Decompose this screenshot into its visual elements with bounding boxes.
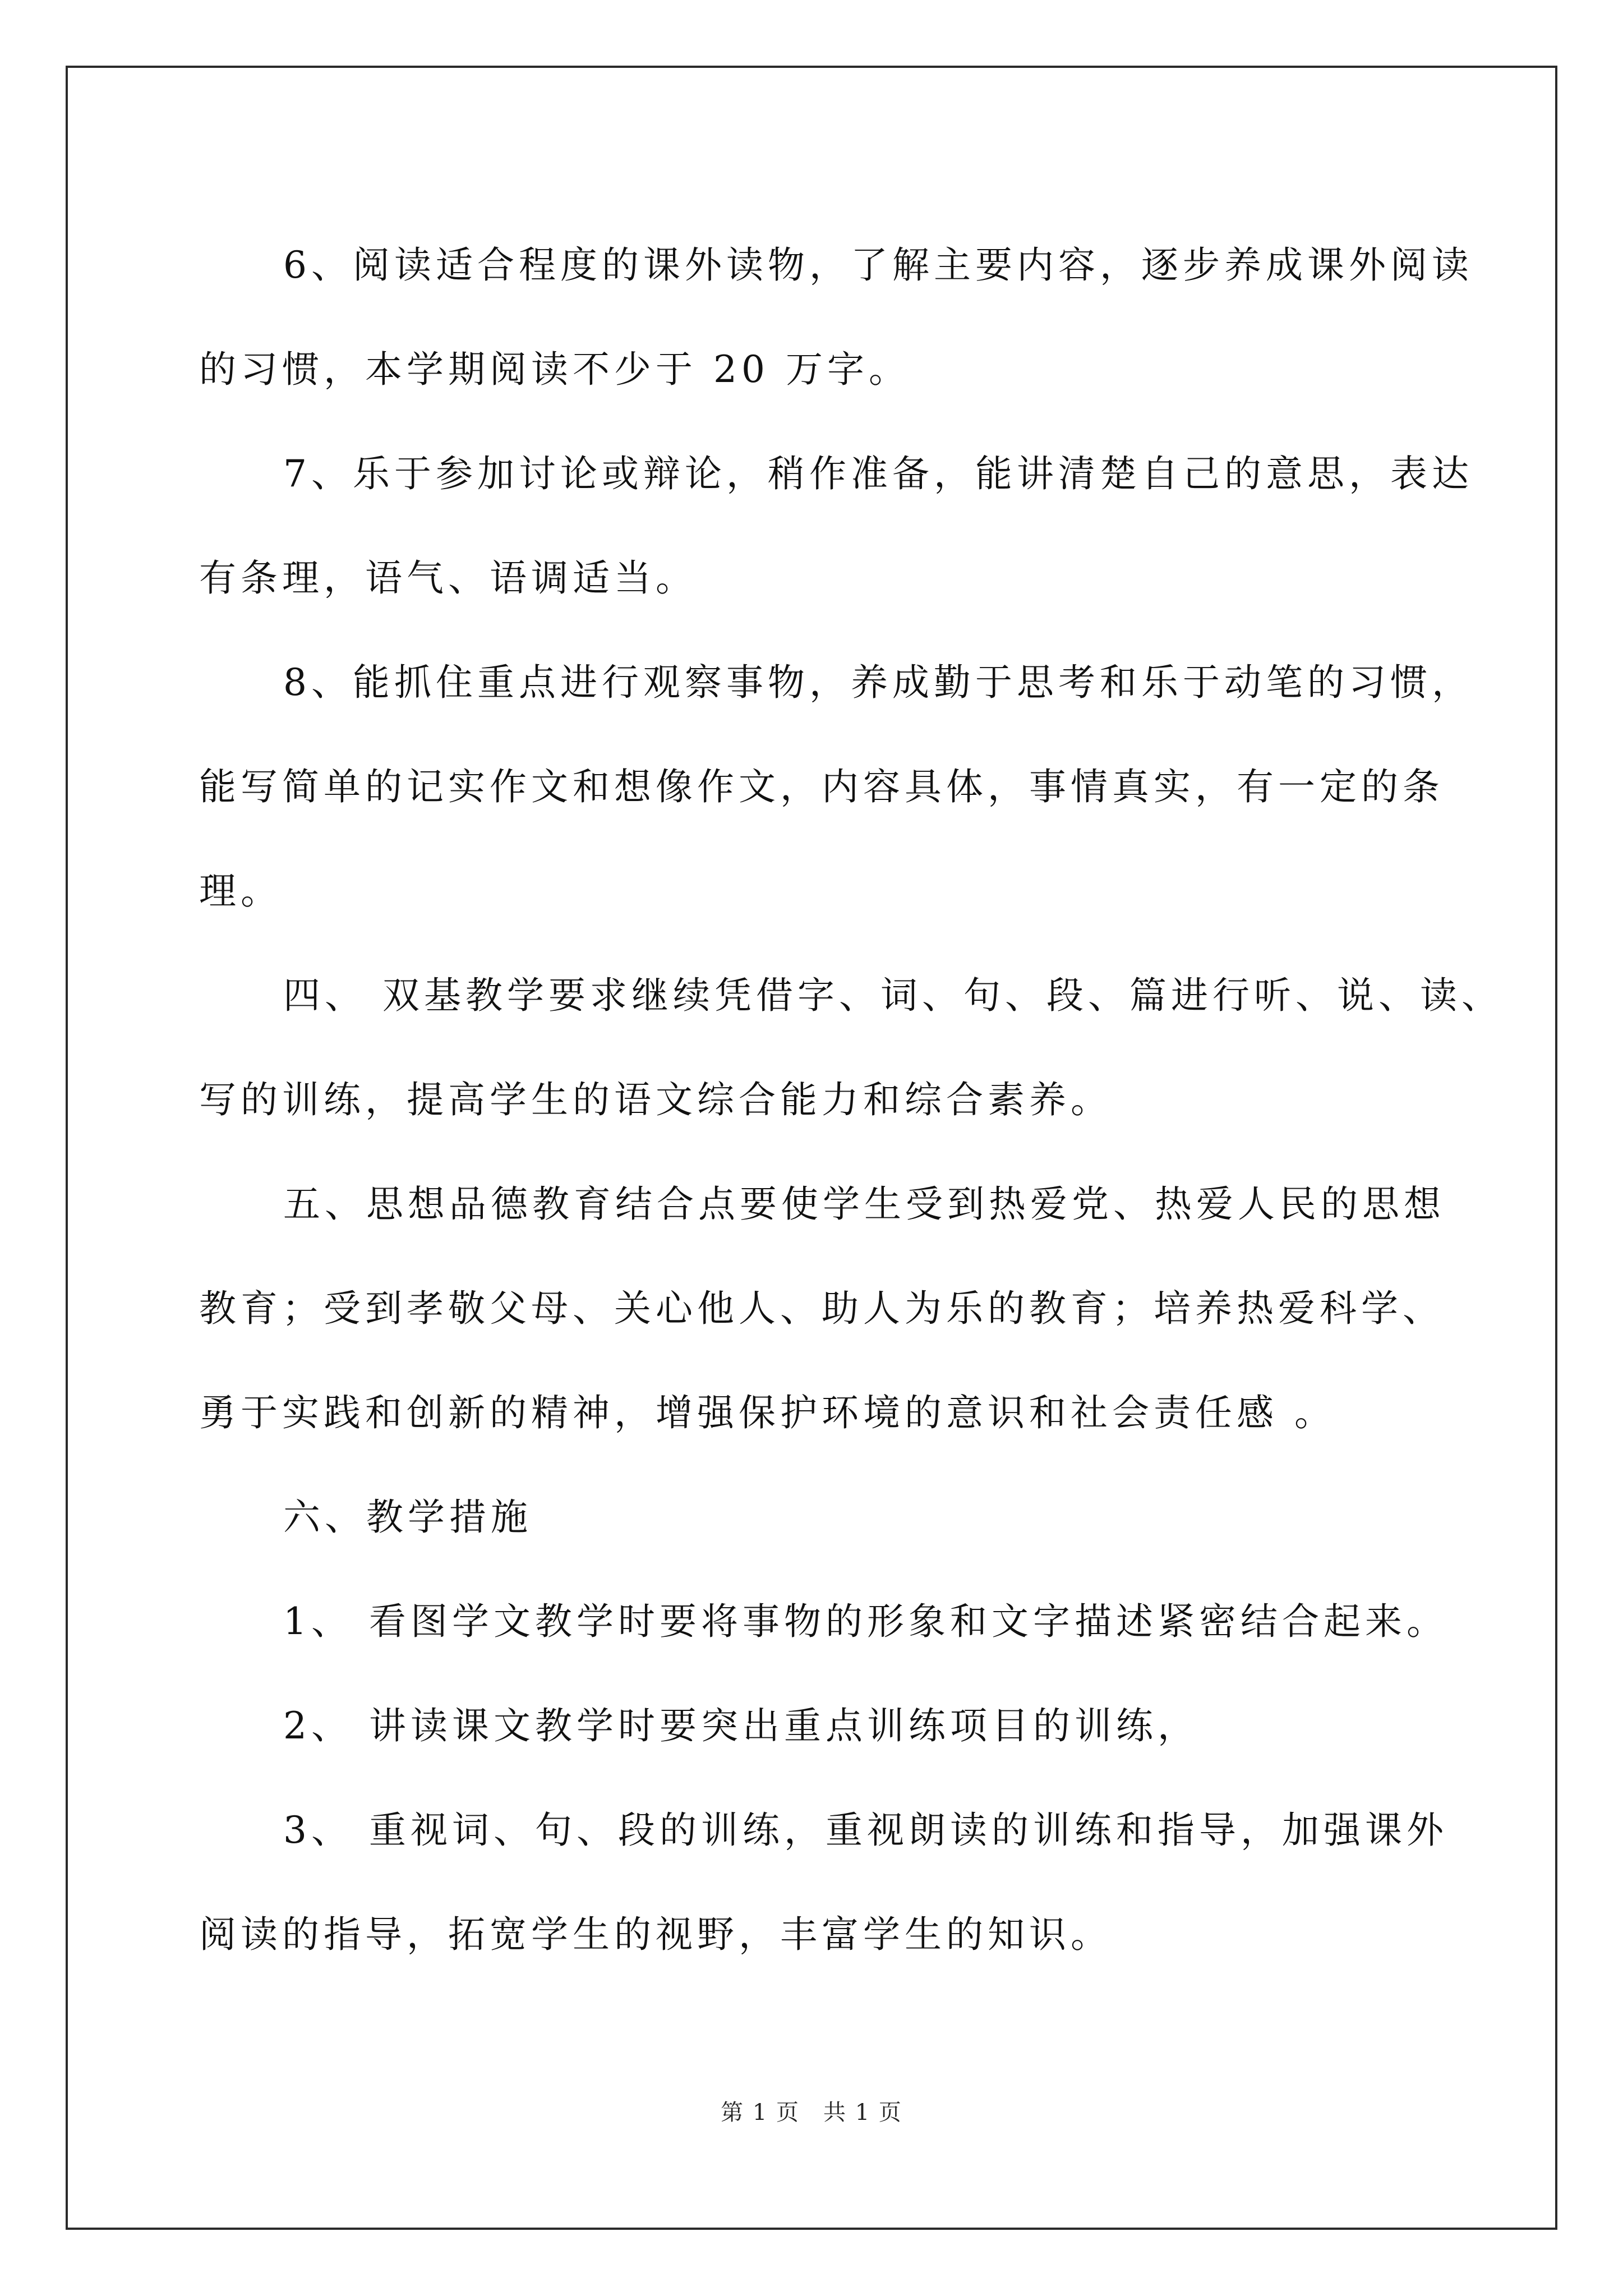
text-line-1: 6、阅读适合程度的课外读物，了解主要内容，逐步养成课外阅读 bbox=[283, 243, 1473, 287]
list-item-1: 1、 看图学文教学时要将事物的形象和文字描述紧密结合起来。 bbox=[283, 1600, 1448, 1643]
text-line-12: 勇于实践和创新的精神，增强保护环境的意识和社会责任感 。 bbox=[199, 1391, 1336, 1434]
text-line-3: 7、乐于参加讨论或辩论，稍作准备，能讲清楚自己的意思，表达 bbox=[283, 452, 1473, 495]
text-line-8: 四、 双基教学要求继续凭借字、词、句、段、篇进行听、说、读、 bbox=[283, 974, 1503, 1017]
text-line-7: 理。 bbox=[199, 869, 282, 913]
text-line-6: 能写简单的记实作文和想像作文，内容具体，事情真实，有一定的条 bbox=[199, 765, 1444, 808]
text-line-9: 写的训练，提高学生的语文综合能力和综合素养。 bbox=[199, 1078, 1112, 1121]
text-line-5: 8、能抓住重点进行观察事物，养成勤于思考和乐于动笔的习惯， bbox=[283, 661, 1473, 704]
document-body bbox=[199, 213, 1503, 1987]
text-line-2: 的习惯，本学期阅读不少于 20 万字。 bbox=[199, 348, 910, 391]
text-line-4: 有条理，语气、语调适当。 bbox=[199, 556, 697, 600]
list-item-2: 2、 讲读课文教学时要突出重点训练项目的训练， bbox=[283, 1704, 1199, 1747]
section-heading-measures: 六、教学措施 bbox=[283, 1496, 532, 1539]
list-item-3: 3、 重视词、句、段的训练，重视朗读的训练和指导，加强课外 bbox=[283, 1809, 1448, 1852]
list-item-3-continued: 阅读的指导，拓宽学生的视野，丰富学生的知识。 bbox=[199, 1913, 1112, 1956]
text-line-10: 五、思想品德教育结合点要使学生受到热爱党、热爱人民的思想 bbox=[283, 1182, 1445, 1226]
page-number-footer: 第 1 页 共 1 页 bbox=[721, 2100, 902, 2125]
text-line-11: 教育；受到孝敬父母、关心他人、助人为乐的教育；培养热爱科学、 bbox=[199, 1287, 1444, 1330]
